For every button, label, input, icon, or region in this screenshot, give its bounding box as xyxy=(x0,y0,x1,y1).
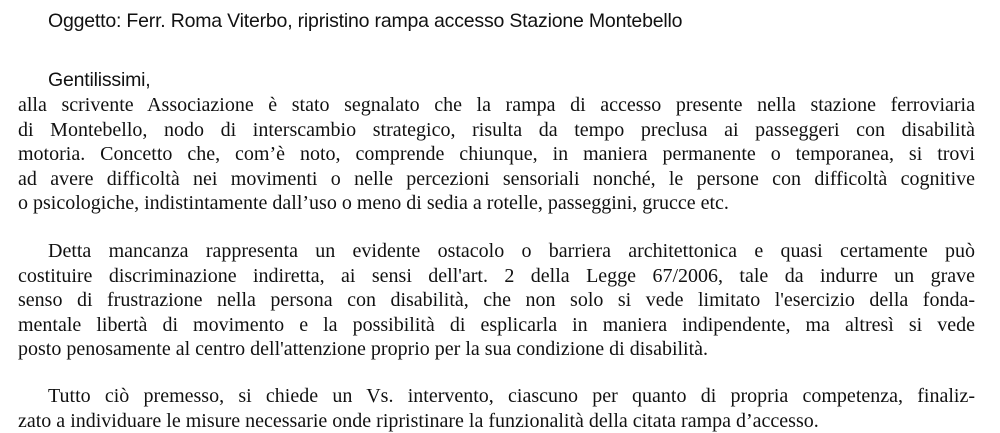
paragraph-2-line: Detta mancanza rappresenta un evidente ostacolo o barriera architettonica e quasi certamente può xyxy=(48,240,975,262)
paragraph-1 xyxy=(18,93,975,216)
paragraph-2-line: costituire discriminazione indiretta, ai sensi dell'art. 2 della Legge 67/2006, tale da indurre un grave xyxy=(18,264,975,287)
letter-subject: Oggetto: Ferr. Roma Viterbo, ripristino rampa accesso Stazione Montebello xyxy=(48,10,683,32)
paragraph-2-line: mentale libertà di movimento e la possibilità di esplicarla in maniera indipendente, ma altresì si vede xyxy=(18,313,975,336)
paragraph-3-line: Tutto ciò premesso, si chiede un Vs. intervento, ciascuno per quanto di propria competenza, finaliz- xyxy=(48,385,975,407)
paragraph-3-line: zato a individuare le misure necessarie onde ripristinare la funzionalità della citata rampa d’accesso. xyxy=(18,409,819,432)
paragraph-1-line: ad avere difficoltà nei movimenti o nelle percezioni sensoriali nonché, le persone con difficoltà cognitive xyxy=(18,167,975,190)
paragraph-2 xyxy=(18,239,975,362)
paragraph-1-line: motoria. Concetto che, com’è noto, comprende chiunque, in maniera permanente o temporanea, si trovi xyxy=(18,143,975,165)
paragraph-3 xyxy=(18,384,975,433)
paragraph-1-line: o psicologiche, indistintamente dall’uso o meno di sedia a rotelle, passeggini, grucce etc. xyxy=(18,192,729,214)
paragraph-2-line: posto penosamente al centro dell'attenzione proprio per la sua condizione di disabilità. xyxy=(18,338,709,360)
letter-salutation: Gentilissimi, xyxy=(48,69,151,91)
paragraph-2-line: senso di frustrazione nella persona con disabilità, che non solo si vede limitato l'esercizio della fonda- xyxy=(18,289,975,311)
paragraph-1-line: alla scrivente Associazione è stato segnalato che la rampa di accesso presente nella stazione ferroviaria xyxy=(18,94,975,116)
paragraph-1-line: di Montebello, nodo di interscambio strategico, risulta da tempo preclusa ai passeggeri con disabilità xyxy=(18,118,975,141)
